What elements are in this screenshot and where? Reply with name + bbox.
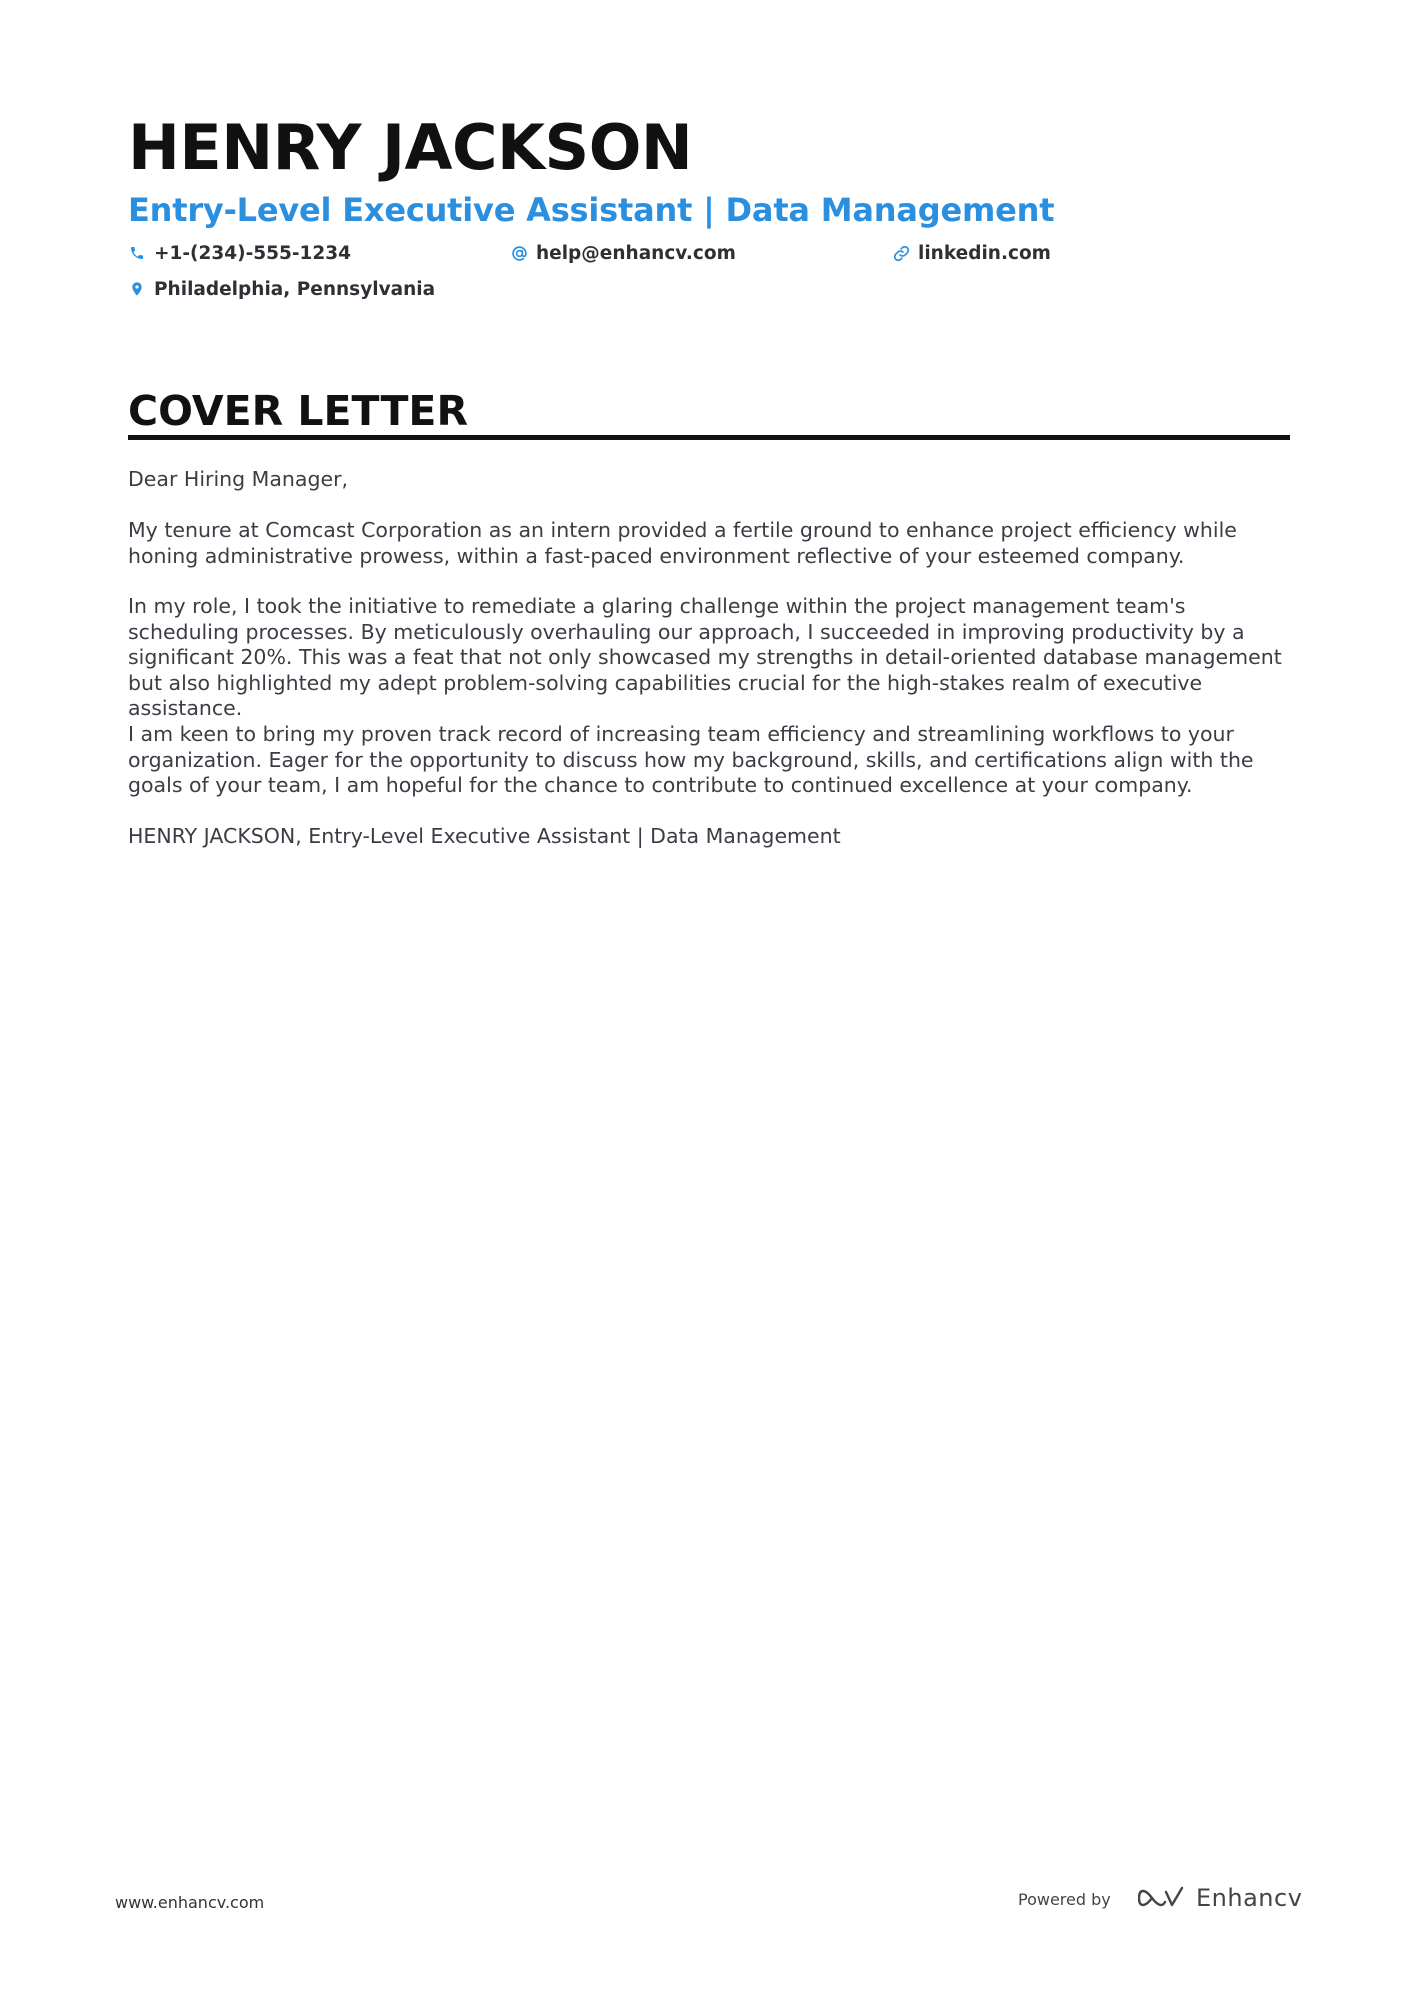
enhancv-logo-text: Enhancv [1196, 1884, 1303, 1912]
phone-icon [128, 244, 146, 262]
contact-email[interactable] [510, 238, 736, 268]
footer-website-link[interactable]: www.enhancv.com [115, 1893, 265, 1912]
contact-email-text: help@enhancv.com [536, 242, 736, 264]
letter-paragraph: I am keen to bring my proven track record of increasing team efficiency and streamlining workflows to your organization. Eager for the opportunity to discuss how my background, skills, and certifications align with the goals of your team, I am hopeful for the chance to contribute to continued excellence at your company. [128, 722, 1254, 798]
letter-greeting: Dear Hiring Manager, [128, 467, 349, 491]
contact-linkedin-text: linkedin.com [918, 242, 1051, 264]
contact-linkedin[interactable] [892, 238, 1051, 268]
section-title: COVER LETTER [128, 387, 469, 435]
contact-phone-text: +1-(234)-555-1234 [154, 242, 352, 264]
contact-location [128, 274, 435, 304]
footer-powered-by: Powered by [1018, 1890, 1111, 1909]
contact-location-text: Philadelphia, Pennsylvania [154, 278, 436, 300]
section-divider [128, 435, 1290, 440]
letter-paragraph: In my role, I took the initiative to remediate a glaring challenge within the project management team's scheduling processes. By meticulously overhauling our approach, I succeeded in improving productivity by a significant 20%. This was a feat that not only showcased my strengths in detail-oriented database management but also highlighted my adept problem-solving capabilities crucial for the high-stakes realm of executive assistance. [128, 594, 1282, 721]
enhancv-logo[interactable] [1138, 1880, 1302, 1916]
at-icon [510, 244, 528, 262]
location-pin-icon [128, 280, 146, 298]
applicant-title: Entry-Level Executive Assistant | Data Management [128, 191, 1055, 229]
link-icon [892, 244, 910, 262]
letter-paragraph: My tenure at Comcast Corporation as an intern provided a fertile ground to enhance project efficiency while honing administrative prowess, within a fast-paced environment reflective of your esteemed company. [128, 518, 1237, 568]
applicant-name: HENRY JACKSON [128, 111, 693, 184]
letter-signature: HENRY JACKSON, Entry-Level Executive Assistant | Data Management [128, 824, 841, 848]
enhancv-logo-icon [1138, 1884, 1186, 1912]
contact-phone[interactable] [128, 238, 351, 268]
